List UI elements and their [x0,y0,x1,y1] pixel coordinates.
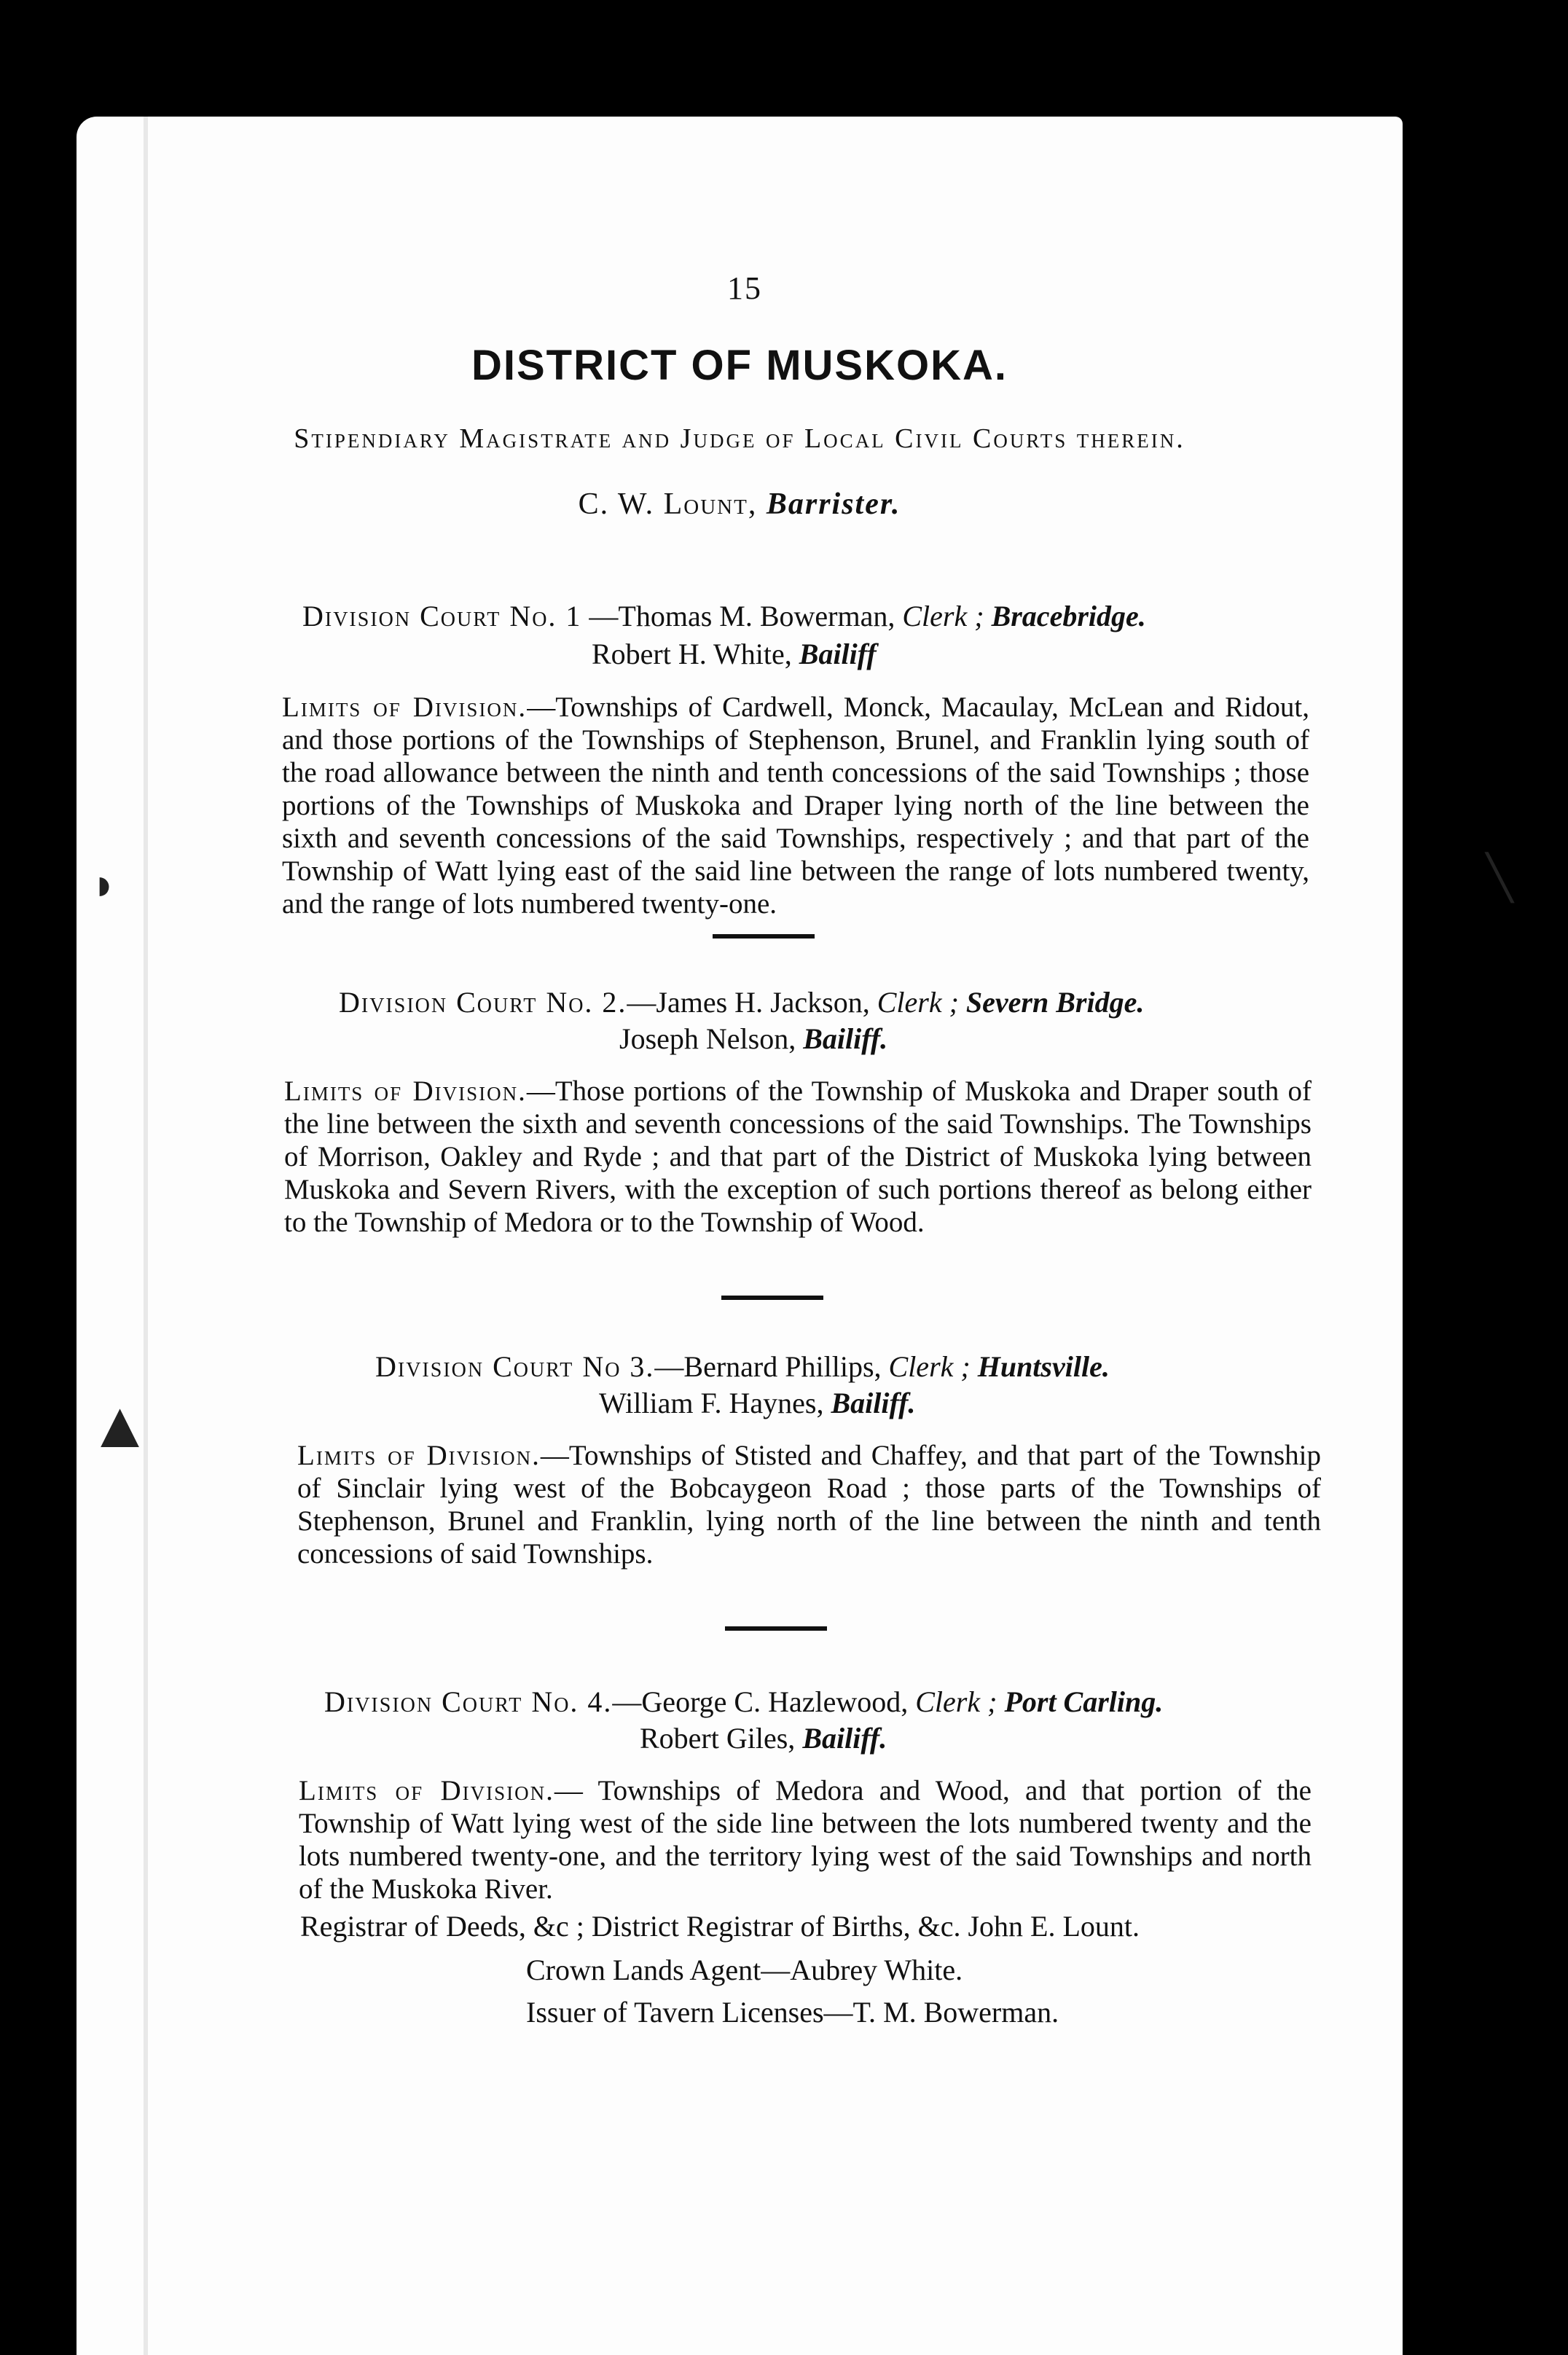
court-1-clerk: Thomas M. Bowerman, [618,600,895,632]
page-number: 15 [727,270,762,306]
clerk-role: Clerk ; [915,1685,997,1718]
limits-text: — Townships of Medora and Wood, and that portion of the Township of Watt lying west of the side line between the lots numbered twenty and the lots numbered twenty-one, and the territory lying west of the said Townships and north of the Muskoka River. [299,1775,1312,1905]
court-4-limits [299,1774,1312,1905]
limits-text: —Townships of Cardwell, Monck, Macaulay, McLean and Ridout, and those portions of the Townships of Stephenson, Brunel, and Franklin lying south of the road allowance between the ninth and tenth concessions of the said Townships ; those portions of the Townships of Muskoka and Draper lying north of the line between the sixth and seventh concessions of the said Townships, respectively ; and that part of the Township of Watt lying east of the said line between the range of lots numbered twenty, and the range of lots numbered twenty-one. [282,691,1309,920]
crown-lands-line: Crown Lands Agent—Aubrey White. [526,1954,963,1986]
court-3-place: Huntsville. [977,1350,1110,1383]
divider-rule [725,1626,827,1631]
bailiff-role: Bailiff. [831,1387,916,1419]
bailiff-role: Bailiff. [802,1722,887,1755]
court-1-bailiff [592,635,877,673]
clerk-role: Clerk ; [888,1350,971,1383]
court-1-label: Division Court No. 1 [302,600,582,632]
court-4-label: Division Court No. 4. [324,1685,613,1718]
court-3-clerk: Bernard Phillips, [683,1350,882,1383]
limits-label: Limits of Division. [284,1075,527,1107]
court-2-place: Severn Bridge. [965,986,1145,1019]
court-2-label: Division Court No. 2. [339,986,627,1019]
dash: — [581,600,619,632]
court-3-label: Division Court No 3. [375,1350,655,1383]
limits-label: Limits of Division. [299,1775,554,1806]
document-page [77,117,1513,2355]
scan-speck: ▲ [87,1390,153,1462]
court-2-heading [339,984,1144,1022]
bailiff-name: Joseph Nelson, [619,1022,796,1055]
bailiff-name: William F. Haynes, [599,1387,824,1419]
dash: — [612,1685,642,1718]
divider-rule [713,934,815,939]
dash: — [627,986,656,1019]
court-1-heading [302,597,1146,635]
magistrate-line [77,487,1403,522]
limits-label: Limits of Division. [297,1440,541,1471]
court-3-bailiff [599,1384,915,1422]
limits-label: Limits of Division. [282,691,528,723]
court-2-bailiff [619,1020,887,1058]
divider-rule [721,1296,823,1300]
bailiff-role: Bailiff [799,638,877,670]
magistrate-role: Barrister. [766,487,901,521]
court-1-place: Bracebridge. [991,600,1146,632]
court-4-clerk: George C. Hazlewood, [641,1685,909,1718]
subtitle: Stipendiary Magistrate and Judge of Local Civil Courts therein. [294,423,1185,454]
limits-text: —Those portions of the Township of Muskoka and Draper south of the line between the sixth and seventh concessions of the said Townships. The Townships of Morrison, Oakley and Ryde ; and that part of the District of Muskoka lying between Muskoka and Severn Rivers, with the exception of such portions thereof as belong either to the Township of Medora or to the Township of Wood. [284,1075,1312,1238]
dash: — [654,1350,684,1383]
limits-text: —Townships of Stisted and Chaffey, and that part of the Township of Sinclair lying west of the Bobcaygeon Road ; those parts of the Townships of Stephenson, Brunel and Franklin, lying north of the line between the ninth and tenth concessions of said Townships. [297,1440,1321,1570]
court-1-limits [282,691,1309,920]
court-4-bailiff [640,1720,887,1758]
court-3-limits [297,1439,1321,1570]
court-4-place: Port Carling. [1004,1685,1164,1718]
bailiff-role: Bailiff. [803,1022,888,1055]
court-3-heading [375,1348,1110,1386]
registrar-line: Registrar of Deeds, &c ; District Registrar of Births, &c. John E. Lount. [300,1910,1140,1943]
court-4-heading [324,1683,1163,1721]
bailiff-name: Robert Giles, [640,1722,796,1755]
scan-speck: ◗ [91,861,118,909]
scan-speck: ╲ [1486,854,1513,902]
page-title: DISTRICT OF MUSKOKA. [471,342,1008,389]
tavern-line: Issuer of Tavern Licenses—T. M. Bowerman. [526,1996,1059,2029]
magistrate-name: C. W. Lount, [578,487,758,521]
clerk-role: Clerk ; [877,986,959,1019]
clerk-role: Clerk ; [902,600,984,632]
court-2-limits [284,1075,1312,1239]
bailiff-name: Robert H. White, [592,638,792,670]
court-2-clerk: James H. Jackson, [656,986,870,1019]
